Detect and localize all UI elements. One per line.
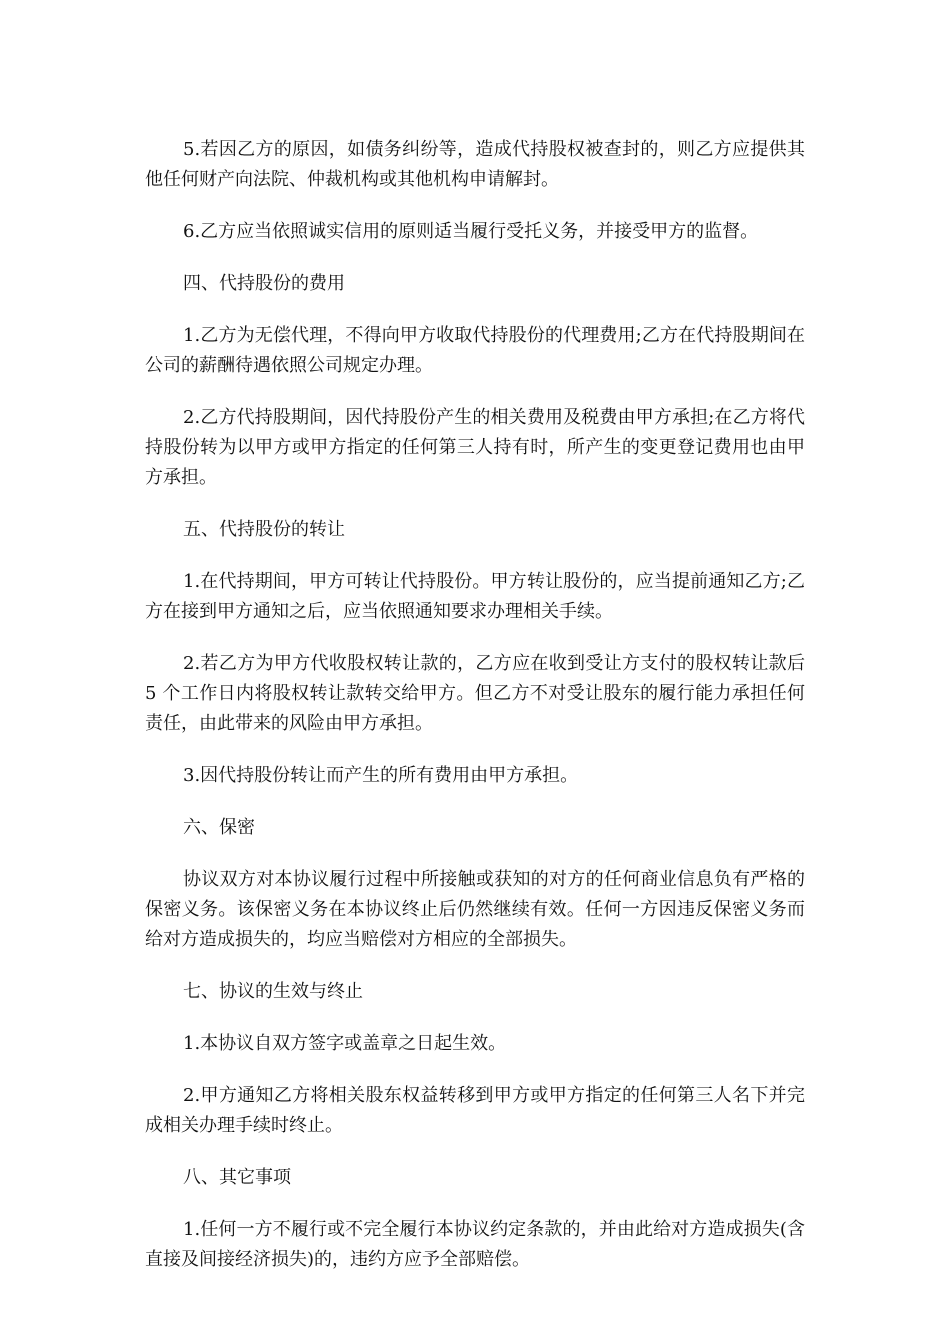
clause-8-1: 1.任何一方不履行或不完全履行本协议约定条款的，并由此给对方造成损失(含直接及间接经济损失)的，违约方应予全部赔偿。 [145,1219,805,1270]
section-5-heading: 五、代持股份的转让 [183,519,345,540]
document-body [145,135,805,1297]
clause-5-3: 3.因代持股份转让而产生的所有费用由甲方承担。 [183,765,579,786]
section-8-heading: 八、其它事项 [183,1167,291,1188]
clause-3-5: 5.若因乙方的原因，如债务纠纷等，造成代持股权被查封的，则乙方应提供其他任何财产向法院、仲裁机构或其他机构申请解封。 [145,139,805,190]
section-4-heading: 四、代持股份的费用 [183,273,345,294]
clause-7-2: 2.甲方通知乙方将相关股东权益转移到甲方或甲方指定的任何第三人名下并完成相关办理手续时终止。 [145,1085,805,1136]
clause-7-1: 1.本协议自双方签字或盖章之日起生效。 [183,1033,507,1054]
section-6-heading: 六、保密 [183,817,255,838]
section-7-heading: 七、协议的生效与终止 [183,981,363,1002]
clause-5-2: 2.若乙方为甲方代收股权转让款的，乙方应在收到受让方支付的股权转让款后 5 个工作日内将股权转让款转交给甲方。但乙方不对受让股东的履行能力承担任何责任，由此带来的风险由甲方承担。 [145,653,805,734]
clause-3-6: 6.乙方应当依照诚实信用的原则适当履行受托义务，并接受甲方的监督。 [183,221,759,242]
clause-4-2: 2.乙方代持股期间，因代持股份产生的相关费用及税费由甲方承担;在乙方将代持股份转为以甲方或甲方指定的任何第三人持有时，所产生的变更登记费用也由甲方承担。 [145,407,805,488]
clause-6-body: 协议双方对本协议履行过程中所接触或获知的对方的任何商业信息负有严格的保密义务。该保密义务在本协议终止后仍然继续有效。任何一方因违反保密义务而给对方造成损失的，均应当赔偿对方相应的全部损失。 [145,869,805,950]
clause-5-1: 1.在代持期间，甲方可转让代持股份。甲方转让股份的，应当提前通知乙方;乙方在接到甲方通知之后，应当依照通知要求办理相关手续。 [145,571,805,622]
clause-4-1: 1.乙方为无偿代理，不得向甲方收取代持股份的代理费用;乙方在代持股期间在公司的薪酬待遇依照公司规定办理。 [145,325,805,376]
